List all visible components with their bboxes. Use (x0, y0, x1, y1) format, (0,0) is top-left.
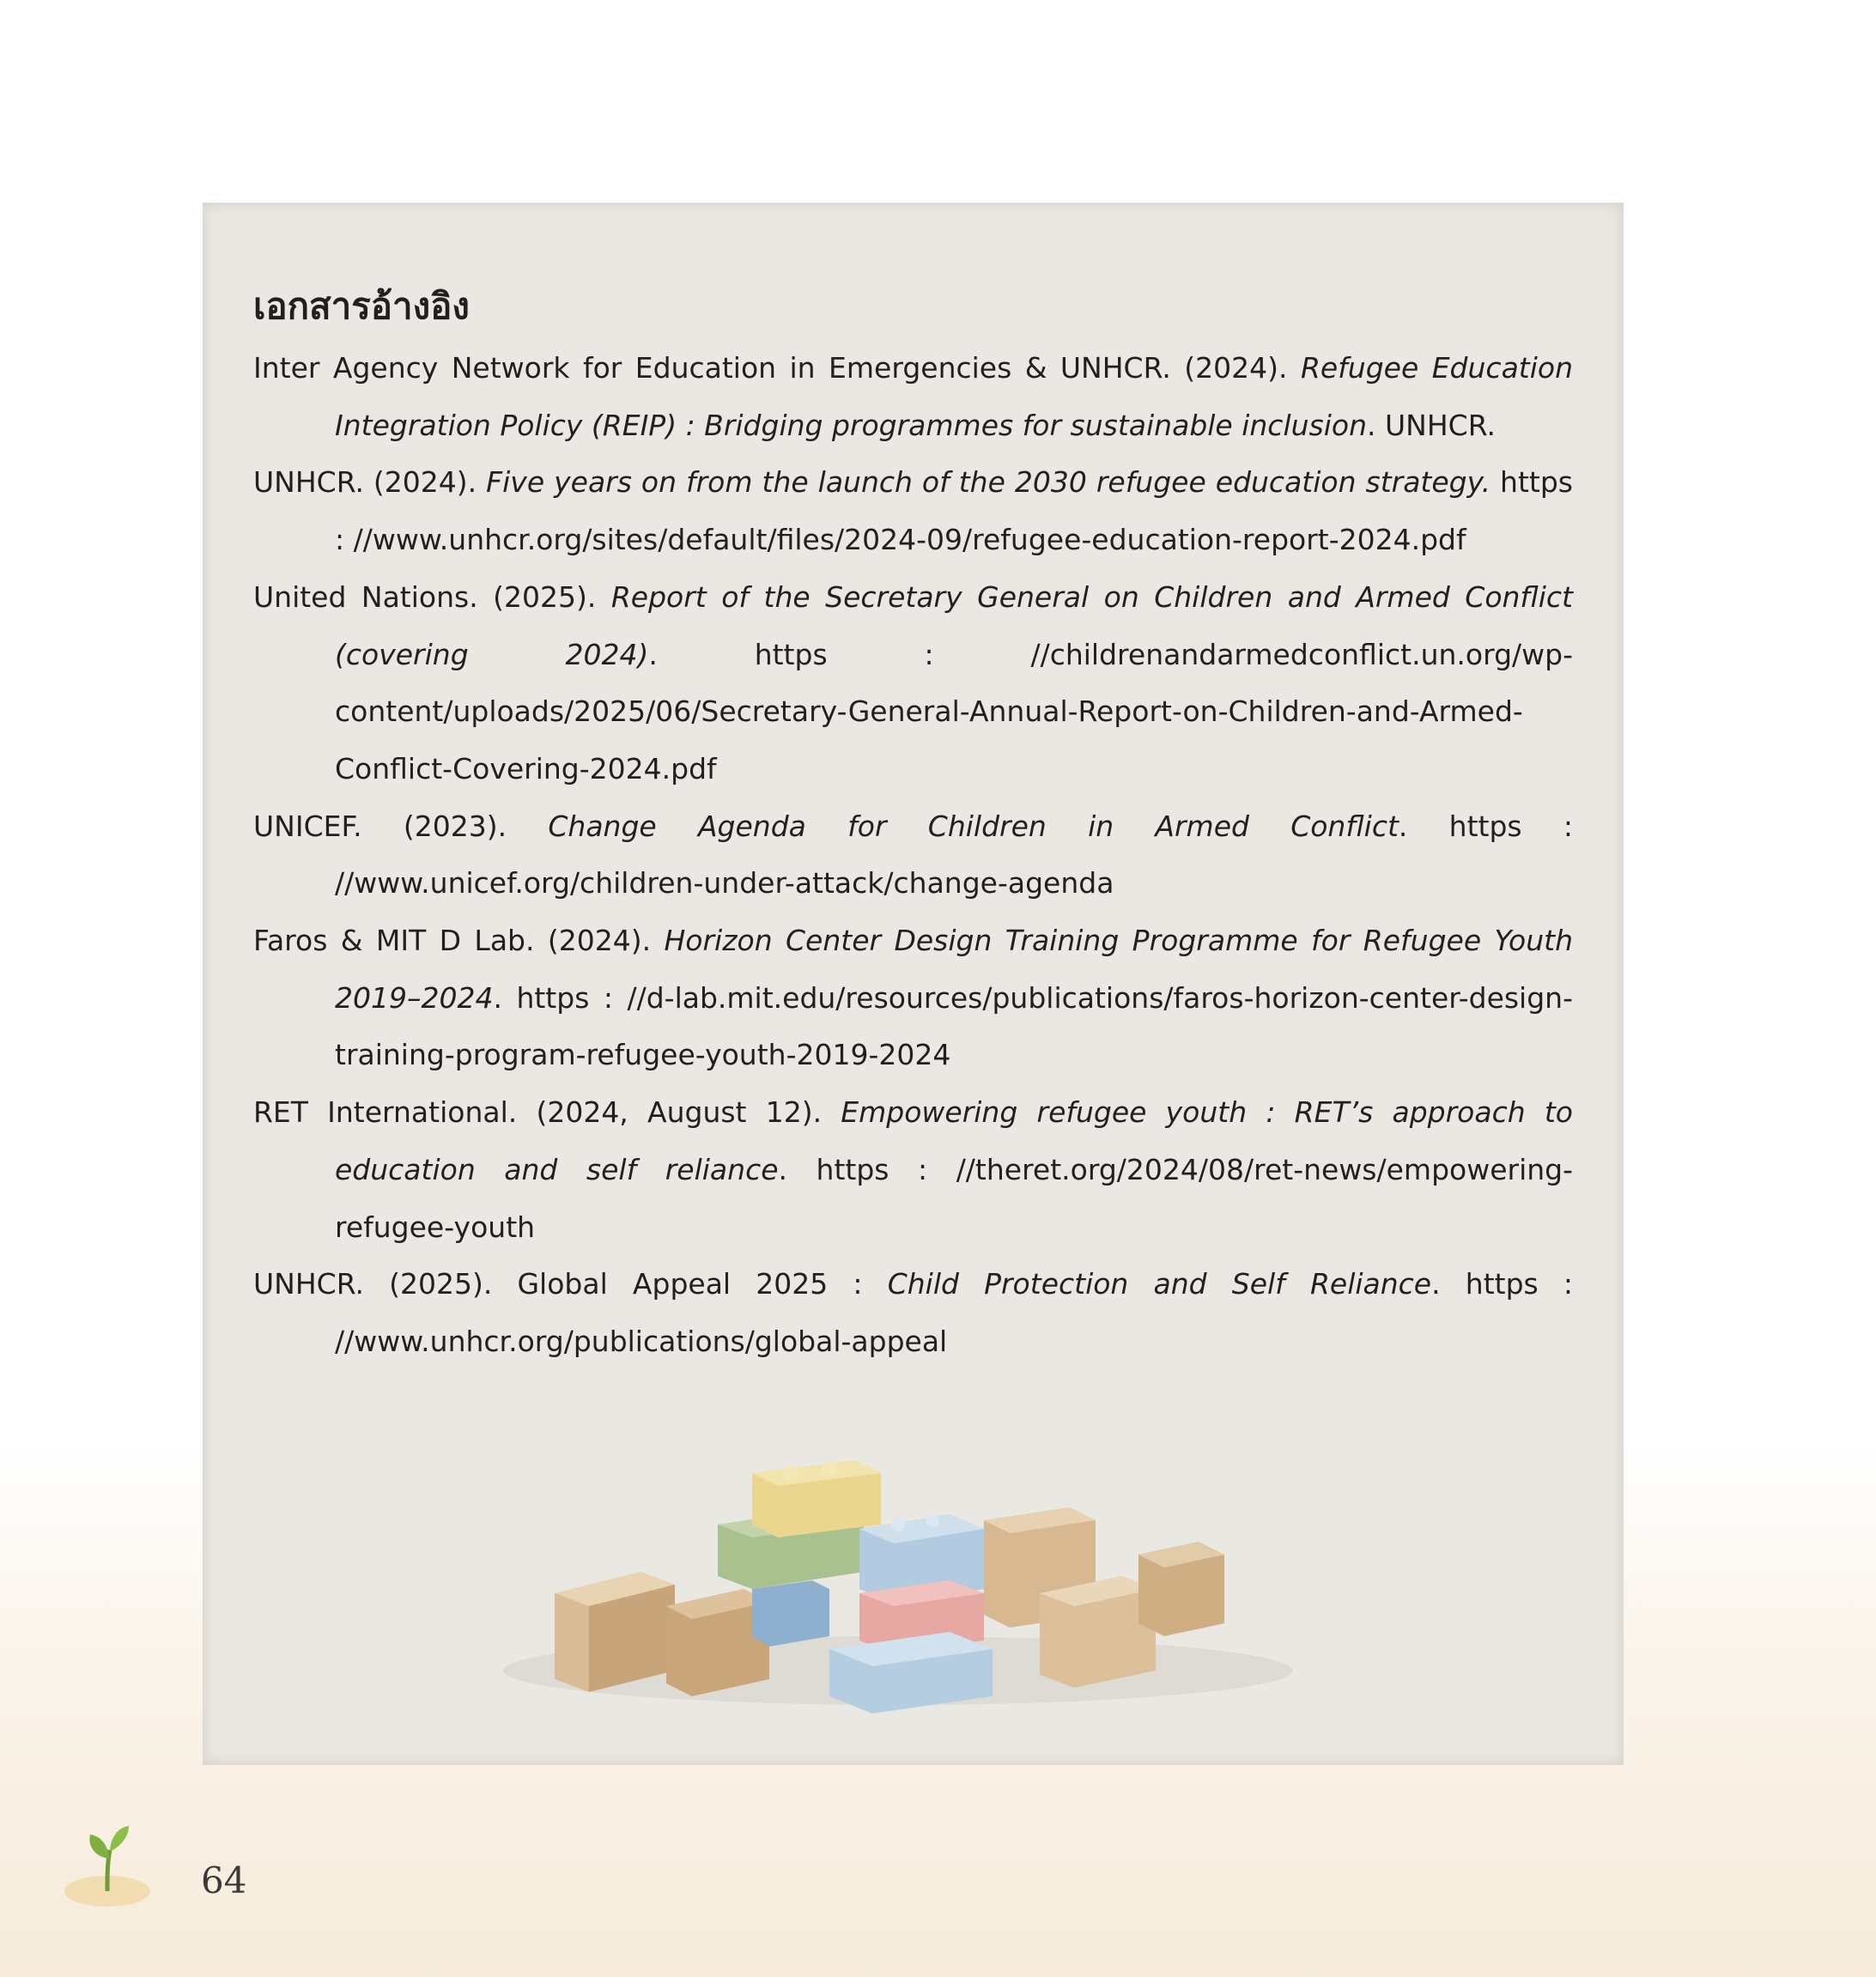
reference-item: UNICEF. (2023). Change Agenda for Children in Armed Conflict. https : //www.unicef.org/children-under-attack/change-agenda (253, 809, 1573, 901)
reference-item: UNHCR. (2024). Five years on from the launch of the 2030 refugee education strategy. https : //www.unhcr.org/sites/default/files/2024-09/refugee-education-report-2024.pdf (253, 465, 1573, 557)
references-heading: เอกสารอ้างอิง (253, 285, 470, 327)
reference-item: United Nations. (2025). Report of the Secretary General on Children and Armed Conflict (covering 2024). https : //childrenandarmedconflict.un.org/wp-content/uploads/2025/06/Secretary-General-Annual-Report-on-Children-and-Armed-Conflict-Covering-2024.pdf (253, 579, 1573, 785)
reference-item: Inter Agency Network for Education in Emergencies & UNHCR. (2024). Refugee Education Integration Policy (REIP) : Bridging programmes for sustainable inclusion. UNHCR. (253, 351, 1574, 442)
page-number: 64 (201, 1859, 247, 1901)
reference-item: RET International. (2024, August 12). Empowering refugee youth : RET’s approach to education and self reliance. https : //theret.org/2024/08/ret-news/empowering-refugee-youth (253, 1095, 1574, 1244)
references-panel (203, 203, 1624, 1765)
reference-list (253, 340, 1573, 1371)
sprout-icon (60, 1816, 155, 1910)
reference-item: UNHCR. (2025). Global Appeal 2025 : Child Protection and Self Reliance. https : //www.unhcr.org/publications/global-appeal (253, 1267, 1573, 1358)
reference-item: Faros & MIT D Lab. (2024). Horizon Center Design Training Programme for Refugee Youth 2019–2024. https : //d-lab.mit.edu/resources/publications/faros-horizon-center-design-training-program-refugee-youth-2019-2024 (253, 924, 1573, 1072)
toy-blocks-illustration (469, 1422, 1327, 1713)
